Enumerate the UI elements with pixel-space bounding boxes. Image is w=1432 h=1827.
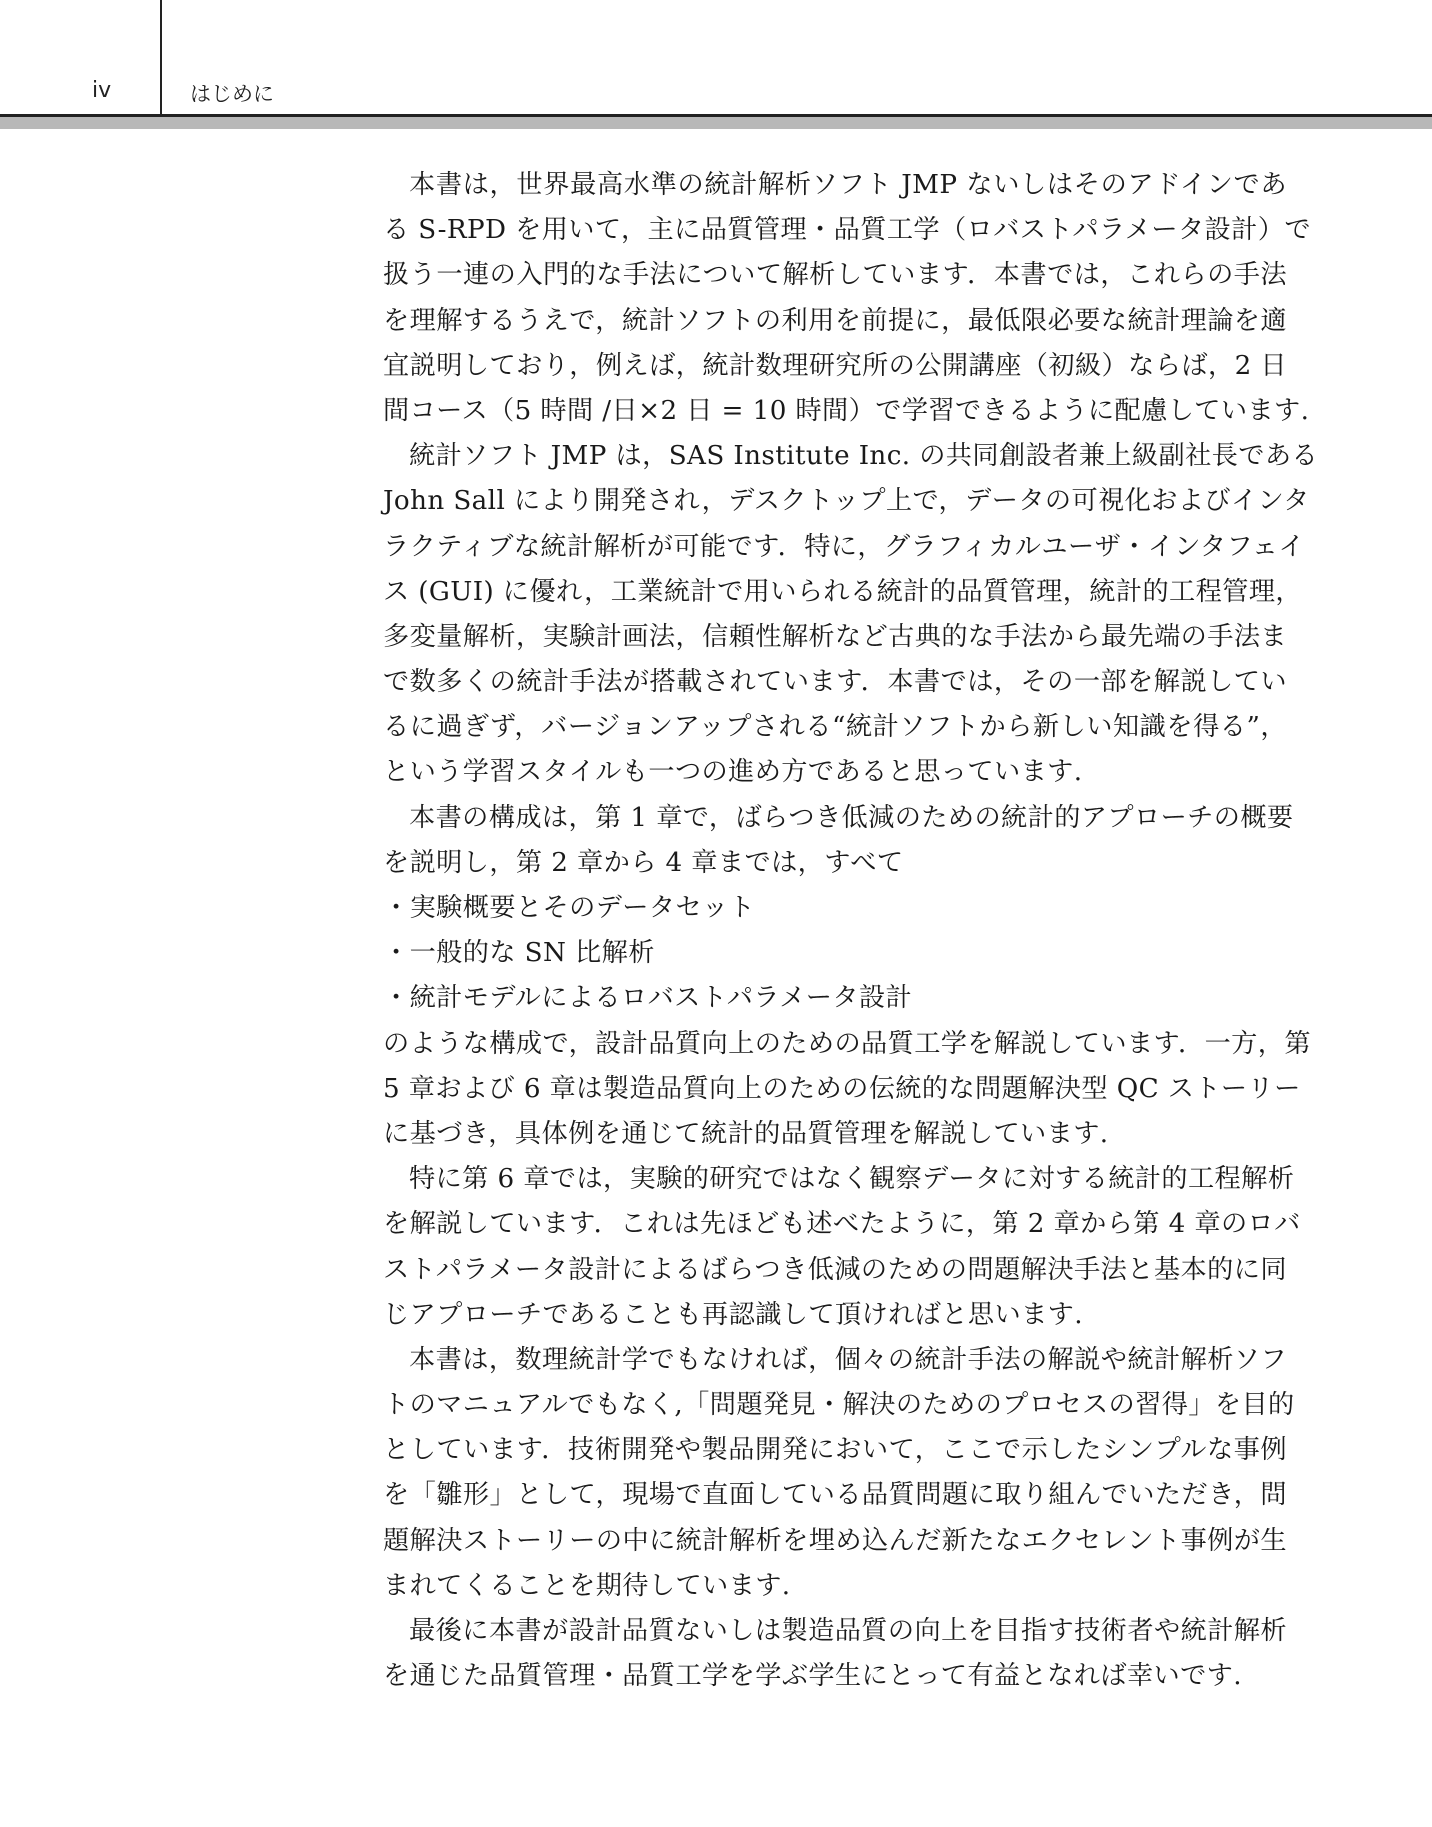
body-line: ラクティブな統計解析が可能です．特に，グラフィカルユーザ・インタフェイ [383,531,1305,562]
running-head: はじめに [190,82,274,106]
body-line: じアプローチであることも再認識して頂ければと思います. [383,1299,1083,1330]
list-item: ・統計モデルによるロバストパラメータ設計 [383,983,913,1014]
body-line: 5 章および 6 章は製造品質向上のための伝統的な問題解決型 QC ストーリー [383,1073,1301,1104]
body-line: に基づき，具体例を通じて統計的品質管理を解説しています. [383,1118,1109,1149]
body-line: 間コース（5 時間 /日×2 日 = 10 時間）で学習できるように配慮しています. [383,395,1310,426]
header-shade-band [0,117,1432,129]
body-line: ス (GUI) に優れ，工業統計で用いられる統計的品質管理，統計的工程管理， [383,576,1302,607]
body-line: 本書は，数理統計学でもなければ，個々の統計手法の解説や統計解析ソフ [409,1344,1287,1375]
list-item: ・一般的な SN 比解析 [383,938,655,969]
body-line: 本書は，世界最高水準の統計解析ソフト JMP ないしはそのアドインであ [409,170,1287,200]
body-line: トのマニュアルでもなく,「問題発見・解決のためのプロセスの習得」を目的 [383,1390,1295,1421]
body-line: ストパラメータ設計によるばらつき低減のための問題解決手法と基本的に同 [383,1254,1287,1285]
body-line: を通じた品質管理・品質工学を学ぶ学生にとって有益となれば幸いです. [383,1661,1242,1692]
body-line: るに過ぎず，バージョンアップされる“統計ソフトから新しい知識を得る”， [383,712,1287,743]
body-line: 特に第 6 章では，実験的研究ではなく観察データに対する統計的工程解析 [409,1164,1295,1195]
body-line: 題解決ストーリーの中に統計解析を埋め込んだ新たなエクセレント事例が生 [383,1525,1287,1556]
body-line: る S-RPD を用いて，主に品質管理・品質工学（ロバストパラメータ設計）で [383,215,1311,246]
body-line: 統計ソフト JMP は，SAS Institute Inc. の共同創設者兼上級副社長である [409,441,1319,472]
body-line: 最後に本書が設計品質ないしは製造品質の向上を目指す技術者や統計解析 [409,1616,1287,1646]
page-number: iv [92,78,112,103]
body-line: を解説しています．これは先ほども述べたように，第 2 章から第 4 章のロバ [383,1209,1301,1240]
body-line: 多変量解析，実験計画法，信頼性解析など古典的な手法から最先端の手法ま [383,621,1287,652]
body-line: という学習スタイルも一つの進め方であると思っています. [383,757,1083,788]
body-line: で数多くの統計手法が搭載されています．本書では，その一部を解説してい [383,667,1287,698]
body-line: 本書の構成は，第 1 章で，ばらつき低減のための統計的アプローチの概要 [409,802,1294,833]
body-line: を「雛形」として，現場で直面している品質問題に取り組んでいただき，問 [383,1480,1287,1511]
body-line: のような構成で，設計品質向上のための品質工学を解説しています．一方，第 [383,1028,1311,1059]
body-line: を理解するうえで，統計ソフトの利用を前提に，最低限必要な統計理論を適 [383,305,1287,336]
body-line: を説明し，第 2 章から 4 章までは，すべて [383,847,904,878]
list-item: ・実験概要とそのデータセット [383,893,756,923]
body-line: 扱う一連の入門的な手法について解析しています．本書では，これらの手法 [383,260,1287,291]
body-line: まれてくることを期待しています. [383,1570,791,1601]
body-line: としています．技術開発や製品開発において，ここで示したシンプルな事例 [383,1435,1287,1466]
body-line: John Sall により開発され，デスクトップ上で，データの可視化およびインタ [383,486,1310,517]
body-text [383,163,1319,1699]
header-vertical-rule [160,0,162,116]
body-line: 宜説明しており，例えば，統計数理研究所の公開講座（初級）ならば，2 日 [383,350,1287,381]
